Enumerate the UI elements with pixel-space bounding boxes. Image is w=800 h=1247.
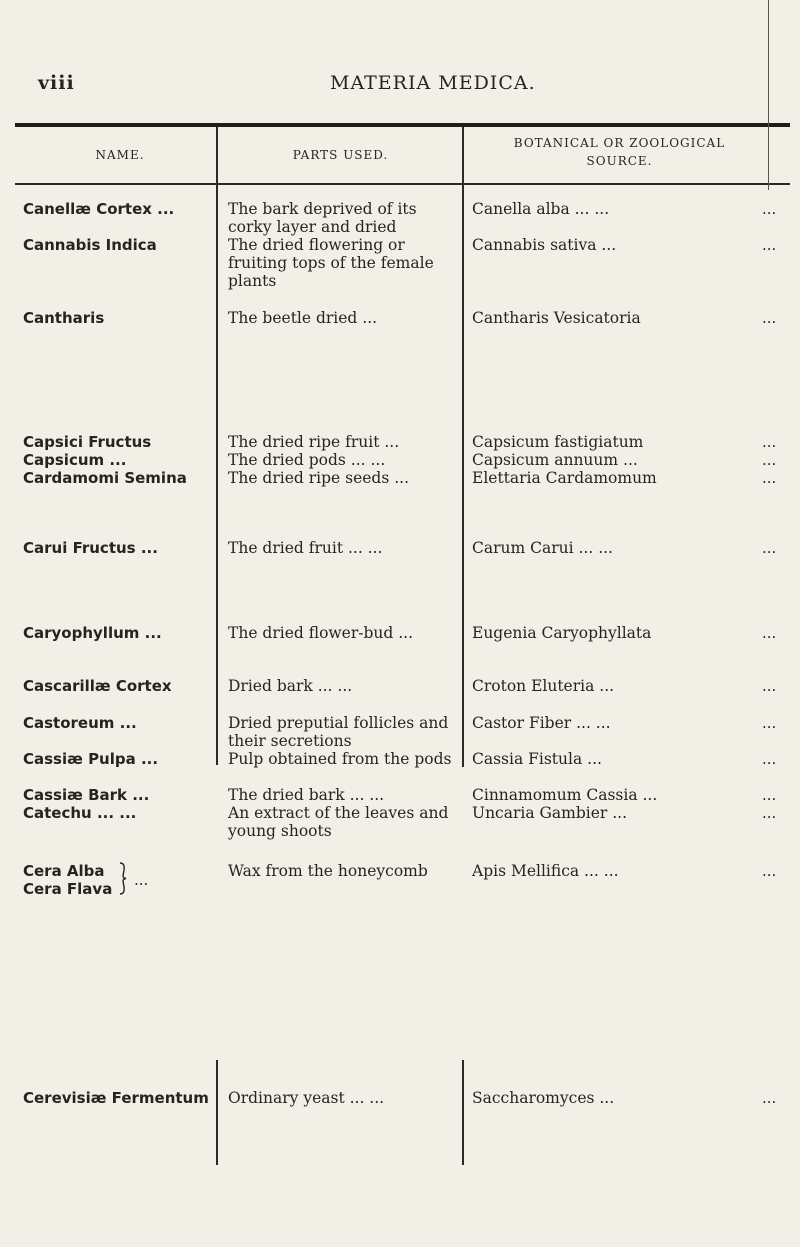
row-trailing-dots: ... <box>762 677 777 695</box>
column-header-source-line1: BOTANICAL OR ZOOLOGICAL <box>513 136 726 150</box>
row-name: Capsicum ... <box>23 451 127 469</box>
row-trailing-dots: ... <box>762 236 777 254</box>
page-title: MATERIA MEDICA. <box>330 72 536 94</box>
column-divider <box>462 127 464 767</box>
row-source: Cinnamomum Cassia ... <box>472 786 658 804</box>
row-parts: The dried pods ... ... <box>228 451 386 469</box>
row-trailing-dots: ... <box>762 862 777 880</box>
row-source: Elettaria Cardamomum <box>472 469 657 487</box>
row-parts: Pulp obtained from the pods <box>228 750 452 768</box>
row-trailing-dots: ... <box>762 1089 777 1107</box>
column-header-source-line2: SOURCE. <box>586 154 653 168</box>
header-bottom-rule <box>15 183 790 185</box>
row-parts: The dried ripe seeds ... <box>228 469 410 487</box>
row-parts: The bark deprived of its corky layer and dried <box>228 200 417 236</box>
row-parts: The dried bark ... ... <box>228 786 385 804</box>
row-source: Cannabis sativa ... <box>472 236 617 254</box>
row-name: Cassiæ Bark ... <box>23 786 150 804</box>
row-parts: Dried preputial follicles and their secretions <box>228 714 449 750</box>
row-source: Uncaria Gambier ... <box>472 804 627 822</box>
row-trailing-dots: ... <box>762 786 777 804</box>
column-header-parts: PARTS USED. <box>292 148 389 162</box>
row-parts: The dried flowering or fruiting tops of the female plants <box>228 236 434 290</box>
row-trailing-dots: ... <box>762 804 777 822</box>
brace-mark <box>118 861 128 896</box>
row-source: Apis Mellifica ... ... <box>472 862 619 880</box>
row-name: Cardamomi Semina <box>23 469 187 487</box>
row-source: Carum Carui ... ... <box>472 539 613 557</box>
row-trailing-dots: ... <box>762 469 777 487</box>
row-source: Croton Eluteria ... <box>472 677 615 695</box>
row-name: Cantharis <box>23 309 105 327</box>
row-name-second: Cera Flava <box>23 880 113 898</box>
row-name: Castoreum ... <box>23 714 137 732</box>
row-source: Capsicum annuum ... <box>472 451 638 469</box>
row-name: Carui Fructus ... <box>23 539 158 557</box>
row-name: Cera Alba <box>23 862 105 880</box>
row-parts: Ordinary yeast ... ... <box>228 1089 385 1107</box>
row-parts: Dried bark ... ... <box>228 677 353 695</box>
row-source: Capsicum fastigiatum <box>472 433 644 451</box>
row-trailing-dots: ... <box>762 539 777 557</box>
row-trailing-dots: ... <box>762 624 777 642</box>
row-name: Caryophyllum ... <box>23 624 162 642</box>
row-name: Catechu ... ... <box>23 804 137 822</box>
row-trailing-dots: ... <box>762 433 777 451</box>
row-source: Castor Fiber ... ... <box>472 714 611 732</box>
row-trailing-dots: ... <box>762 750 777 768</box>
column-header-name: NAME. <box>95 148 145 162</box>
row-parts: The dried fruit ... ... <box>228 539 383 557</box>
row-name: Cannabis Indica <box>23 236 157 254</box>
row-source: Saccharomyces ... <box>472 1089 615 1107</box>
column-divider <box>216 1060 218 1165</box>
column-divider <box>462 1060 464 1165</box>
row-trailing-dots: ... <box>762 451 777 469</box>
row-source: Cantharis Vesicatoria <box>472 309 641 327</box>
row-source: Cassia Fistula ... <box>472 750 602 768</box>
table-top-rule <box>15 123 790 127</box>
row-name: Cassiæ Pulpa ... <box>23 750 159 768</box>
row-name: Cerevisiæ Fermentum <box>23 1089 209 1107</box>
column-divider <box>216 127 218 765</box>
row-parts: The dried ripe fruit ... <box>228 433 400 451</box>
row-trailing-dots: ... <box>762 309 777 327</box>
page-number: viii <box>38 72 75 94</box>
row-name-dots: ... <box>134 871 149 889</box>
row-parts: The dried flower-bud ... <box>228 624 414 642</box>
row-parts: The beetle dried ... <box>228 309 378 327</box>
row-source: Eugenia Caryophyllata <box>472 624 652 642</box>
row-name: Capsici Fructus <box>23 433 152 451</box>
row-trailing-dots: ... <box>762 714 777 732</box>
row-parts: Wax from the honeycomb <box>228 862 428 880</box>
row-name: Cascarillæ Cortex <box>23 677 172 695</box>
row-source: Canella alba ... ... <box>472 200 610 218</box>
row-trailing-dots: ... <box>762 200 777 218</box>
row-name: Canellæ Cortex ... <box>23 200 175 218</box>
row-parts: An extract of the leaves and young shoots <box>228 804 449 840</box>
